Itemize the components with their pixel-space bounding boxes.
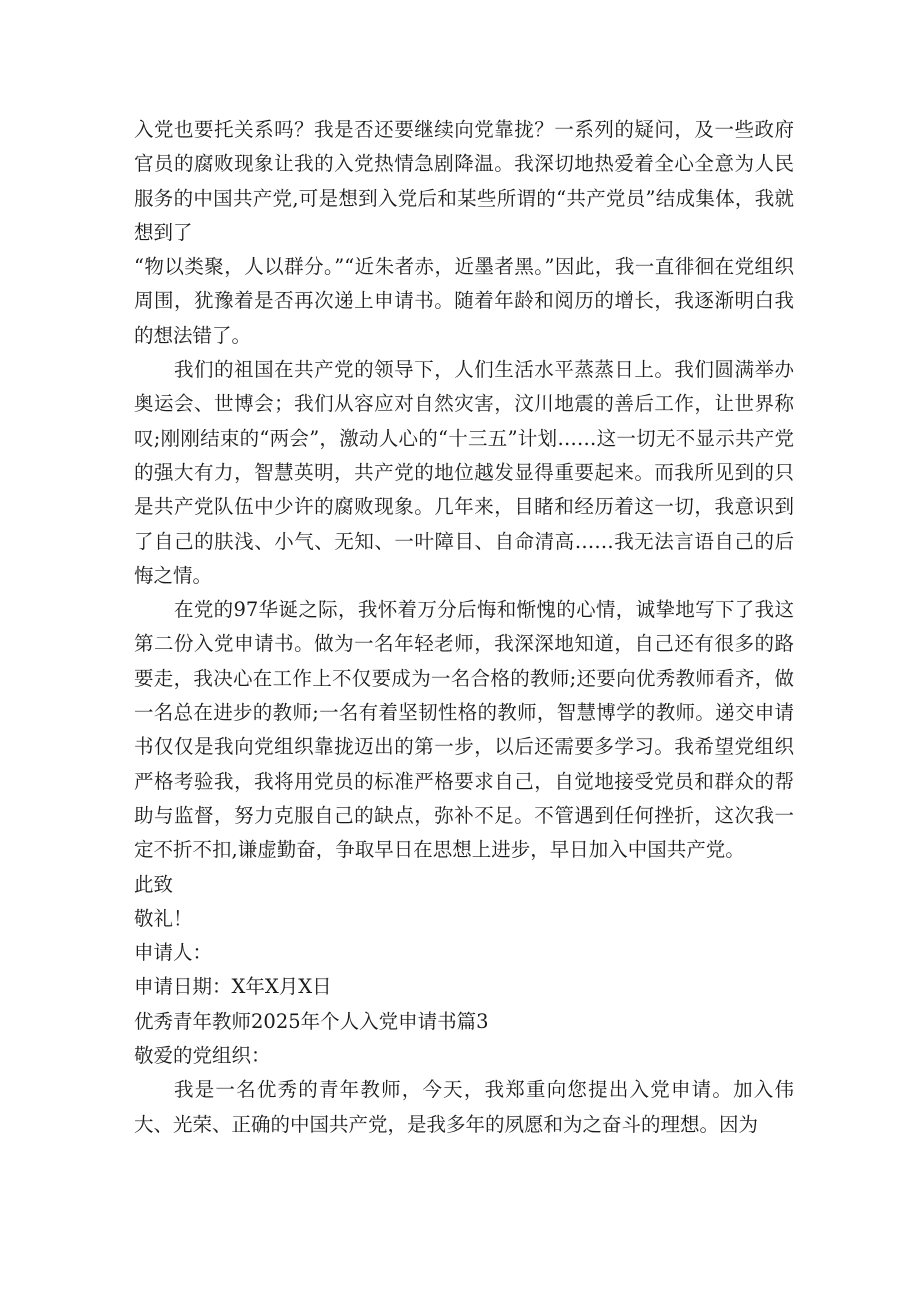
closing-salutation: 此致 (134, 872, 174, 896)
document-body (134, 113, 794, 1142)
paragraph-anniversary: 在党的97华诞之际，我怀着万分后悔和惭愧的心情，诚挚地写下了我这第二份入党申请书。做为一名年轻老师，我深深地知道，自己还有很多的路要走，我决心在工作上不仅要成为一名合格的教师;还要向优秀教师看齐，做一名总在进步的教师;一名有着坚韧性格的教师，智慧博学的教师。递交申请书仅仅是我向党组织靠拢迈出的第一步，以后还需要多学习。我希望党组织严格考验我，我将用党员的标准严格要求自己，自觉地接受党员和群众的帮助与监督，努力克服自己的缺点，弥补不足。不管遇到任何挫折，这次我一定不折不扣,谦虚勤奋，争取早日在思想上进步，早日加入中国共产党。 (134, 598, 794, 862)
applicant-label: 申请人： (134, 941, 213, 965)
closing-regards: 敬礼！ (134, 906, 193, 930)
paragraph-motherland: 我们的祖国在共产党的领导下，人们生活水平蒸蒸日上。我们圆满举办奥运会、世博会；我们从容应对自然灾害，汶川地震的善后工作，让世界称叹;刚刚结束的“两会”，激动人心的“十三五”计划……这一切无不显示共产党的强大有力，智慧英明，共产党的地位越发显得重要起来。而我所见到的只是共产党队伍中少许的腐败现象。几年来，目睹和经历着这一切，我意识到了自己的肤浅、小气、无知、一叶障目、自命清高……我无法言语自己的后悔之情。 (134, 358, 794, 587)
paragraph-quote: “物以类聚，人以群分。”“近朱者赤，近墨者黑。”因此，我一直徘徊在党组织周围，犹豫着是否再次递上申请书。随着年龄和阅历的增长，我逐渐明白我的想法错了。 (134, 255, 794, 347)
paragraph-continuation: 入党也要托关系吗？我是否还要继续向党靠拢？一系列的疑问，及一些政府官员的腐败现象让我的入党热情急剧降温。我深切地热爱着全心全意为人民服务的中国共产党,可是想到入党后和某些所谓的“共产党员”结成集体，我就想到了 (134, 118, 794, 244)
paragraph-intro: 我是一名优秀的青年教师，今天，我郑重向您提出入党申请。加入伟大、光荣、正确的中国共产党，是我多年的夙愿和为之奋斗的理想。因为 (134, 1078, 794, 1136)
application-date: 申请日期：X年X月X日 (134, 975, 332, 999)
section-title: 优秀青年教师2025年个人入党申请书篇3 (134, 1009, 489, 1033)
letter-greeting: 敬爱的党组织： (134, 1044, 271, 1068)
